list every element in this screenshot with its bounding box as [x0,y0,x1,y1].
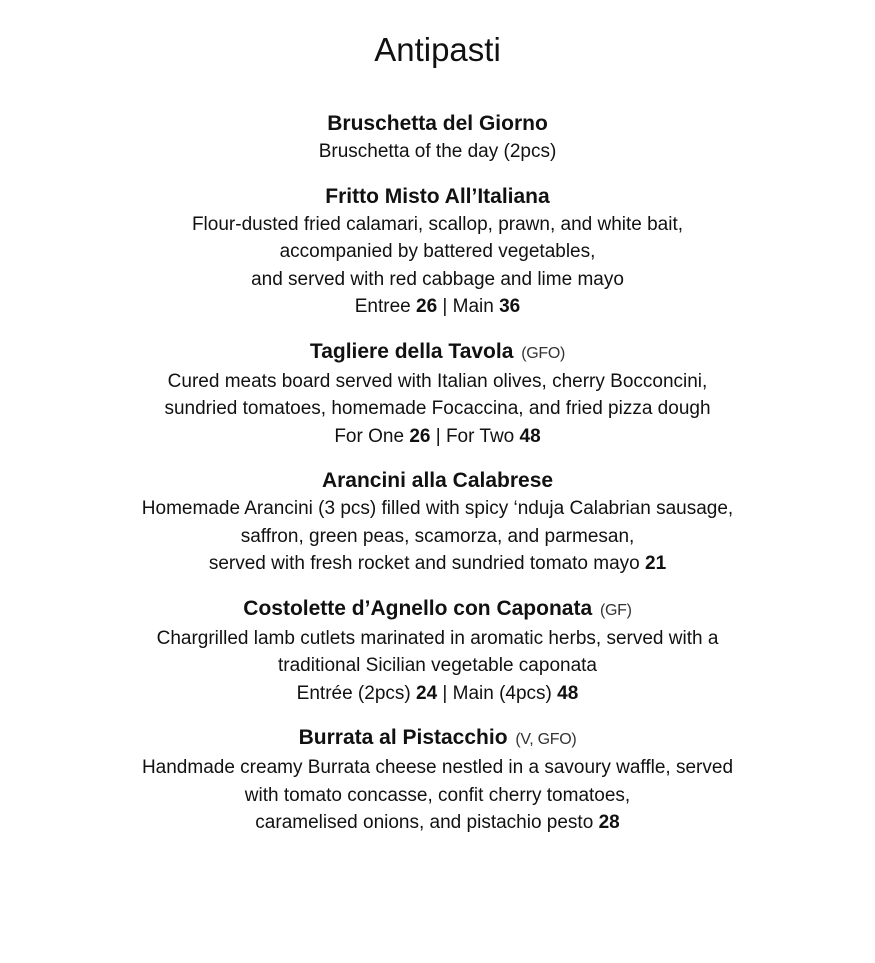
menu-item-description-line [0,211,875,239]
description-text: Entree [354,296,416,317]
description-text: served with fresh rocket and sundried tomato mayo [208,553,645,574]
menu-item-heading [0,595,875,625]
description-text: Cured meats board served with Italian olives, cherry Bocconcini, [167,370,708,392]
menu-item-description-line [0,550,875,578]
menu-item-name: Burrata al Pistacchio [298,726,508,749]
description-text: | For Two [430,425,520,447]
menu-item-description-line [0,782,875,810]
menu-item-description-line [0,293,875,321]
price: 24 [416,682,438,704]
menu-item-name: Costolette d’Agnello con Caponata [243,596,593,620]
menu-item-description-line [0,423,875,451]
price: 26 [416,296,438,317]
menu-item-description-line [0,652,875,680]
menu-item [0,724,875,837]
menu-item [0,110,875,166]
description-text: saffron, green peas, scamorza, and parmesan, [240,525,635,547]
description-text: Entrée (2pcs) [296,682,416,704]
description-text: | Main (4pcs) [437,682,558,704]
price: 21 [645,553,667,574]
menu-item-heading [0,110,875,138]
menu-item-description-line [0,625,875,653]
menu-items [0,110,875,837]
price: 28 [598,812,620,833]
menu-item-name: Fritto Misto All’Italiana [325,184,550,208]
description-text: Handmade creamy Burrata cheese nestled in a savoury waffle, served [141,757,734,778]
menu-item-description-line [0,395,875,423]
description-text: traditional Sicilian vegetable caponata [278,655,597,676]
description-text: and served with red cabbage and lime mayo [251,268,624,290]
menu-item-heading [0,724,875,754]
menu-item [0,183,875,321]
description-text: | Main [437,296,500,317]
description-text: caramelised onions, and pistachio pesto [255,812,599,833]
description-text: Homemade Arancini (3 pcs) filled with spicy ‘nduja Calabrian sausage, [141,498,734,519]
menu-item-heading [0,183,875,211]
menu-item-description-line [0,368,875,396]
menu-item-name: Bruschetta del Giorno [327,112,548,135]
menu-item-description-line [0,495,875,523]
menu-item-description-line [0,754,875,782]
price: 36 [499,296,521,317]
menu-item-heading [0,467,875,495]
description-text: sundried tomatoes, homemade Focaccina, and fried pizza dough [164,398,711,419]
menu-item [0,595,875,708]
menu-item-description-line [0,138,875,166]
menu-item-description-line [0,809,875,837]
description-text: accompanied by battered vegetables, [279,241,596,262]
menu-item-heading [0,338,875,368]
menu-item-description-line [0,266,875,294]
section-title: Antipasti [374,31,501,68]
menu-item-name: Tagliere della Tavola [309,339,514,363]
dietary-tag: (GFO) [521,344,566,362]
description-text: Flour-dusted fried calamari, scallop, prawn, and white bait, [191,213,684,235]
description-text: For One [334,425,410,447]
menu-item-description-line [0,238,875,266]
price: 48 [519,425,541,447]
menu-item-name: Arancini alla Calabrese [321,469,554,492]
price: 48 [557,682,579,704]
menu-item-description-line [0,680,875,708]
menu-item [0,338,875,451]
description-text: Bruschetta of the day (2pcs) [318,141,557,162]
price: 26 [409,425,431,447]
description-text: with tomato concasse, confit cherry tomatoes, [244,784,631,806]
description-text: Chargrilled lamb cutlets marinated in aromatic herbs, served with a [156,627,719,649]
dietary-tag: (V, GFO) [515,731,577,748]
menu-item-description-line [0,523,875,551]
menu-item [0,467,875,578]
dietary-tag: (GF) [600,601,632,619]
